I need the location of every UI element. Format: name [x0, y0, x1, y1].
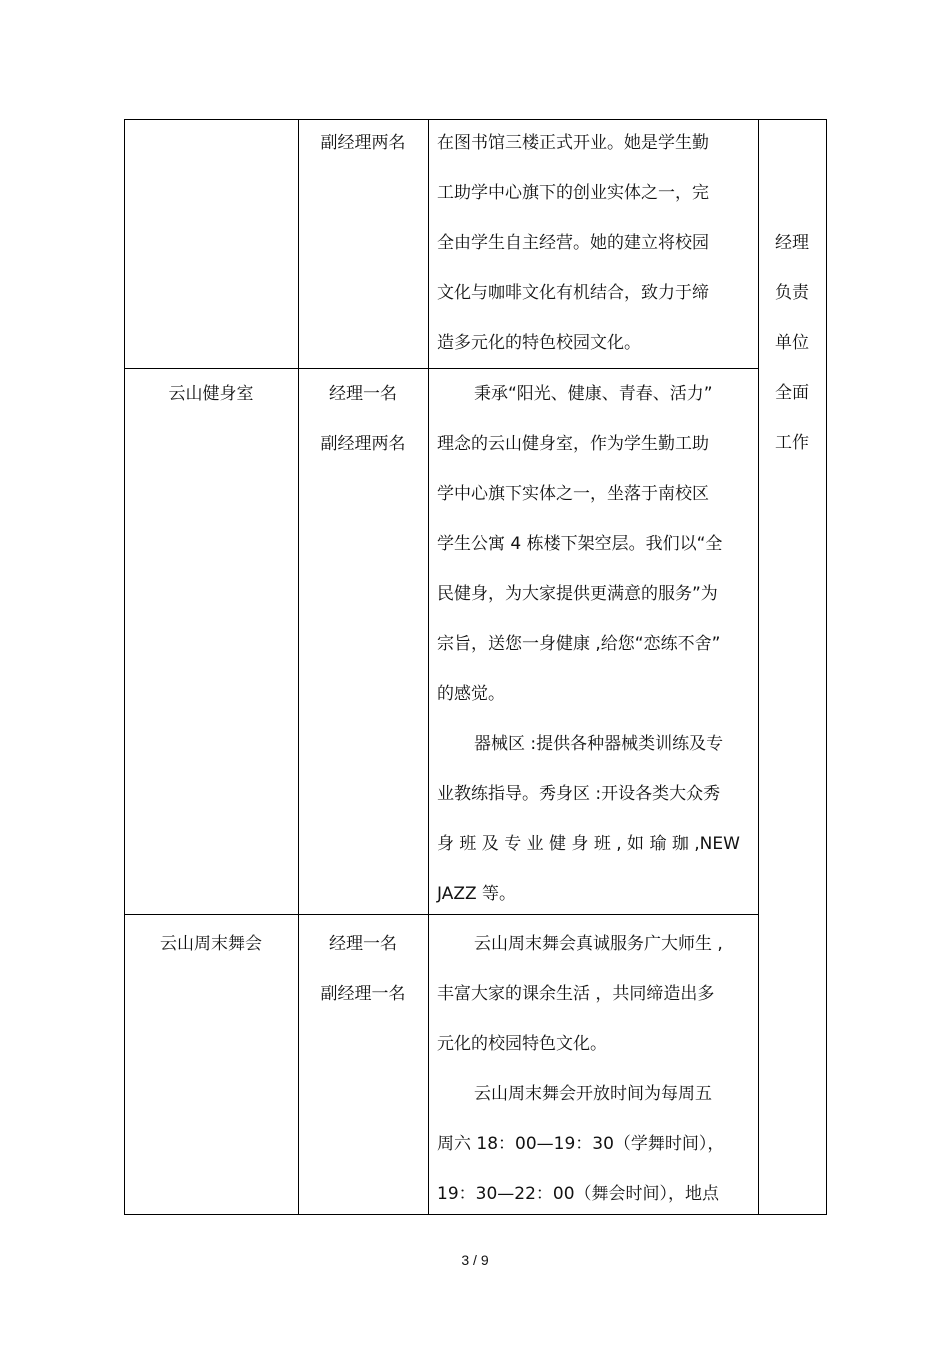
row2-desc-line-3: 学中心旗下实体之一，坐落于南校区: [437, 484, 709, 504]
row3-desc-line-6: 19：30—22：00（舞会时间），地点: [437, 1184, 720, 1204]
row2-desc-line-1: 秉承“阳光、健康、青春、活力”: [474, 384, 713, 404]
row2-desc-line-5: 民健身，为大家提供更满意的服务”为: [437, 584, 718, 604]
row2-desc-line-9: 业教练指导。秀身区 :开设各类大众秀: [437, 784, 721, 804]
column-divider-2: [428, 119, 429, 1215]
row1-position-1: 副经理两名: [320, 133, 406, 153]
row1-desc-line-5: 造多元化的特色校园文化。: [437, 333, 641, 353]
row2-name: 云山健身室: [168, 384, 254, 404]
row1-desc-line-3: 全由学生自主经营。她的建立将校园: [437, 233, 709, 253]
row3-desc-line-4: 云山周末舞会开放时间为每周五: [474, 1084, 712, 1104]
column-divider-1: [298, 119, 299, 1215]
row2-position-2: 副经理两名: [320, 434, 406, 454]
row1-desc-line-1: 在图书馆三楼正式开业。她是学生勤: [437, 133, 709, 153]
duty-line-4: 全面: [775, 383, 809, 403]
row3-desc-line-3: 元化的校园特色文化。: [437, 1034, 607, 1054]
row3-name: 云山周末舞会: [160, 934, 262, 954]
row3-desc-line-2: 丰富大家的课余生活 ，共同缔造出多: [437, 984, 715, 1004]
row1-desc-line-4: 文化与咖啡文化有机结合，致力于缔: [437, 283, 709, 303]
table-top-border: [124, 119, 827, 120]
row2-desc-line-10: 身 班 及 专 业 健 身 班 , 如 瑜 珈 ,NEW: [437, 834, 740, 854]
row2-desc-line-6: 宗旨，送您一身健康 ,给您“恋练不舍”: [437, 634, 721, 654]
row1-desc-line-2: 工助学中心旗下的创业实体之一，完: [437, 183, 709, 203]
row2-position-1: 经理一名: [329, 384, 397, 404]
page-number: 3 / 9: [461, 1252, 489, 1268]
row3-desc-line-1: 云山周末舞会真诚服务广大师生 ,: [474, 934, 723, 954]
table-left-border: [124, 119, 125, 1215]
row3-position-1: 经理一名: [329, 934, 397, 954]
row2-desc-line-7: 的感觉。: [437, 684, 505, 704]
row2-desc-line-2: 理念的云山健身室，作为学生勤工助: [437, 434, 709, 454]
row2-desc-line-4: 学生公寓 4 栋楼下架空层。我们以“全: [437, 534, 723, 554]
duty-line-3: 单位: [775, 333, 809, 353]
row2-desc-line-11: JAZZ 等。: [437, 884, 517, 904]
row3-desc-line-5: 周六 18：00—19：30（学舞时间），: [437, 1134, 725, 1154]
row2-desc-line-8: 器械区 :提供各种器械类训练及专: [474, 734, 724, 754]
table-right-border: [826, 119, 827, 1215]
duty-line-5: 工作: [775, 433, 809, 453]
duty-line-1: 经理: [775, 233, 809, 253]
row-divider-2: [124, 914, 759, 915]
table-bottom-border: [124, 1214, 827, 1215]
row-divider-1: [124, 368, 759, 369]
row3-position-2: 副经理一名: [320, 984, 406, 1004]
duty-line-2: 负责: [775, 283, 809, 303]
